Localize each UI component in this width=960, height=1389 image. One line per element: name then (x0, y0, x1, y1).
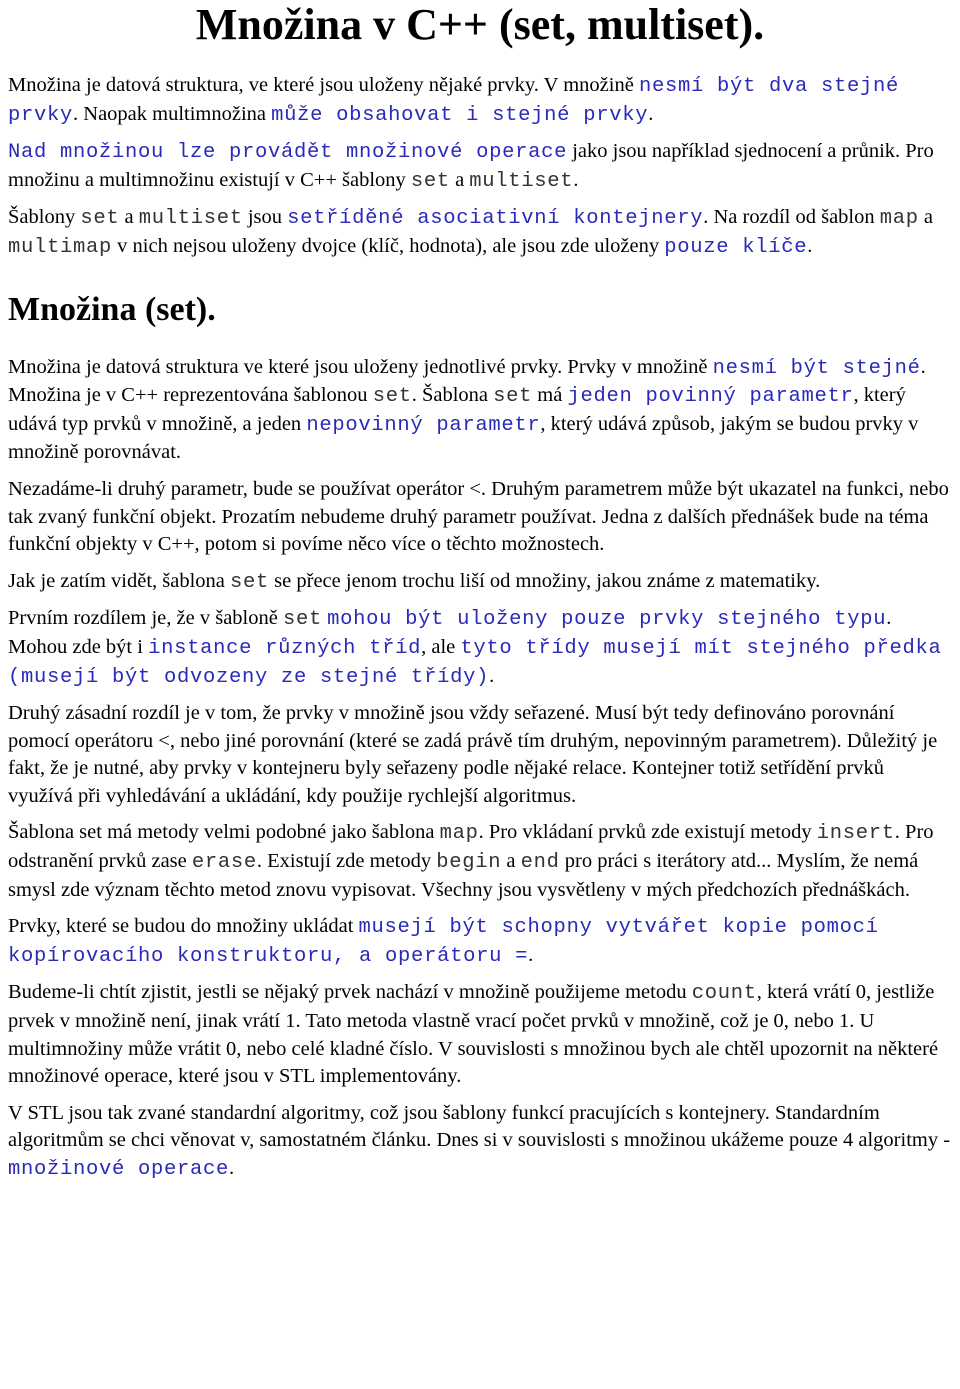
highlighted-code-text: jeden povinný parametr (567, 385, 854, 409)
text-run: a (918, 206, 933, 229)
highlighted-code-text: tyto třídy musejí mít stejného předka (musejí být odvozeny ze stejné třídy) (8, 636, 942, 689)
text-run: . (573, 168, 579, 191)
code-keyword: multiset (138, 207, 243, 231)
highlighted-code-text: pouze klíče (664, 235, 808, 259)
code-keyword: multiset (469, 169, 574, 193)
text-run: . Šablona (411, 384, 494, 407)
paragraph (8, 1100, 952, 1184)
text-run: Množina je datová struktura ve které jsou uloženy jednotlivé prvky. Prvky v množině (8, 355, 713, 378)
text-run: a (501, 850, 521, 873)
code-keyword: count (691, 982, 757, 1006)
text-run: . (807, 234, 813, 257)
text-run: . Množina je v C++ reprezentována šablonou (8, 355, 926, 407)
paragraph (8, 819, 952, 904)
code-keyword: set (493, 385, 533, 409)
paragraph (8, 354, 952, 467)
text-run: Množina je datová struktura, ve které jsou uloženy nějaké prvky. V množině (8, 74, 639, 96)
text-run: a (119, 206, 139, 229)
text-run: jsou (242, 206, 288, 229)
code-keyword: multimap (8, 235, 113, 259)
text-run: Šablona set má metody velmi podobné jako šablona (8, 821, 440, 844)
text-run: má (532, 384, 568, 407)
code-keyword: set (372, 385, 412, 409)
text-run: Budeme-li chtít zjistit, jestli se nějaký prvek nachází v množině použijeme metodu (8, 981, 692, 1004)
text-run: Druhý zásadní rozdíl je v tom, že prvky v množině jsou vždy seřazené. Musí být tedy definováno porovnání pomocí operátoru <, nebo jiné porovnání (které se zadá právě tím druhým, nepovinným parametrem). Důležitý je fakt, že je nutné, aby prvky v kontejneru byly seřazeny podle nějaké relace. Kontejner totiž setřídění prvků využívá při vyhledávání a ukládání, kdy použije rychlejší algoritmus. (8, 702, 938, 807)
code-keyword: erase (191, 851, 257, 875)
highlighted-code-text: setříděné asociativní kontejnery (287, 207, 704, 231)
text-run: . Na rozdíl od šablon (703, 206, 880, 229)
text-run: . Mohou zde být i (8, 607, 892, 658)
code-keyword: map (439, 822, 479, 846)
code-keyword: set (80, 207, 120, 231)
text-run: Prvky, které se budou do množiny ukládat (8, 915, 359, 938)
text-run: V STL jsou tak zvané standardní algoritmy, což jsou šablony funkcí pracujících s kontejnery. Standardním algoritmům se chci věnovat v, samostatném článku. Dnes si v souvislosti s množinou ukážeme pouze 4 algoritmy - (8, 1101, 951, 1152)
highlighted-code-text: nepovinný parametr (306, 413, 541, 437)
text-run: . Pro odstranění prvků zase (8, 821, 934, 873)
code-keyword: set (410, 169, 450, 193)
text-run: . Pro vkládaní prvků zde existují metody (478, 821, 817, 844)
paragraph (8, 568, 952, 597)
highlighted-code-text: mohou být uloženy pouze prvky stejného typu (327, 608, 887, 632)
paragraph (8, 700, 952, 810)
code-keyword: set (282, 608, 322, 632)
text-run: . (489, 664, 495, 687)
text-run: jako jsou například sjednocení a průnik. Pro množinu a multimnožinu existují v C++ šablony (8, 140, 934, 191)
code-keyword: insert (816, 822, 895, 846)
text-run: Nezadáme-li druhý parametr, bude se používat operátor <. Druhým parametrem může být ukazatel na funkci, nebo tak zvaný funkční objekt. Prozatím nebudeme druhý parametr používat. Jedna z dalších přednášek bude na téma funkční objekty v C++, potom si povíme něco více o těchto možnostech. (8, 477, 949, 556)
text-run: . (229, 1157, 235, 1179)
code-keyword: end (520, 851, 560, 875)
text-run: a (449, 168, 470, 191)
paragraph (8, 72, 952, 129)
highlighted-code-text: instance různých tříd (148, 636, 422, 660)
section-heading: Množina (set). (8, 290, 216, 328)
paragraph (8, 979, 952, 1090)
text-run: , která vrátí 0, jestliže prvek v množině není, jinak vrátí 1. Tato metoda vlastně vrací počet prvků v množině, což je 0, nebo 1. U multimnožiny může vrátit 0, nebo celé kladné číslo. V souvislosti s množinou bych ale chtěl upozornit na některé množinové operace, které jsou v STL implementovány. (8, 981, 939, 1088)
text-run: , který udává způsob, jakým se budou prvky v množině porovnávat. (8, 412, 919, 464)
text-run: Jak je zatím vidět, šablona (8, 569, 231, 592)
highlighted-code-text: nesmí být stejné (712, 356, 921, 380)
highlighted-code-text: může obsahovat i stejné prvky (271, 103, 649, 127)
highlighted-code-text: množinové operace (8, 1158, 230, 1181)
code-keyword: map (879, 207, 919, 231)
text-run: . Existují zde metody (256, 850, 437, 873)
text-run: Prvním rozdílem je, že v šabloně (8, 607, 283, 630)
text-run: . (528, 943, 534, 966)
text-run: , který udává typ prvků v množině, a jeden (8, 384, 906, 435)
page-title: Množina v C++ (set, multiset). (195, 0, 765, 49)
text-run: pro práci s iterátory atd... Myslím, že nemá smysl zde význam těchto metod znovu vypisovat. Všechny jsou vysvětleny v mých předchozích přednáškách. (8, 850, 919, 901)
highlighted-code-text: musejí být schopny vytvářet kopie pomocí kopírovacího konstruktoru, a operátoru = (8, 916, 879, 968)
text-run: . Naopak multimnožina (73, 102, 272, 125)
code-keyword: set (230, 570, 270, 594)
paragraph (8, 605, 952, 691)
paragraph (8, 913, 952, 970)
text-run: se přece jenom trochu liší od množiny, jakou známe z matematiky. (269, 569, 821, 592)
paragraph (8, 204, 952, 261)
text-run: . (648, 102, 654, 125)
text-run: , ale (421, 635, 461, 658)
text-run: v nich nejsou uloženy dvojce (klíč, hodnota), ale jsou zde uloženy (112, 234, 665, 257)
text-run: Šablony (8, 206, 81, 229)
highlighted-code-text: nesmí být dva stejné prvky (8, 75, 900, 127)
highlighted-code-text: Nad množinou lze provádět množinové operace (8, 141, 568, 165)
paragraph (8, 138, 952, 195)
paragraph (8, 476, 952, 559)
code-keyword: begin (436, 851, 502, 875)
